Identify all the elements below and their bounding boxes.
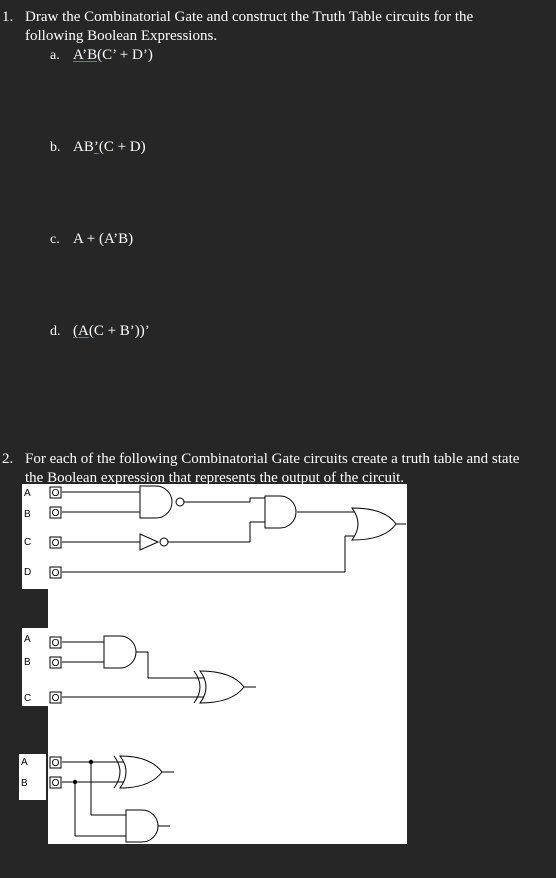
q1a-expression-head: A’B	[73, 47, 98, 63]
input-marker	[50, 657, 61, 669]
input-marker	[50, 487, 61, 499]
c2-label-b: B	[24, 657, 31, 668]
input-marker	[50, 507, 61, 519]
c1-label-a: A	[24, 488, 31, 499]
input-marker	[50, 692, 61, 704]
svg-text:O: O	[51, 658, 60, 669]
svg-text:O: O	[51, 508, 60, 519]
and-gate-4	[126, 810, 158, 842]
junction-dot-a	[89, 760, 93, 764]
q2-text-line1: For each of the following Combinatorial Gate circuits create a truth table and state	[25, 451, 520, 467]
q1c-letter: c.	[50, 232, 60, 247]
svg-text:O: O	[51, 638, 60, 649]
input-marker	[50, 637, 61, 649]
and-gate-3	[104, 636, 136, 668]
svg-text:O: O	[51, 693, 60, 704]
junction-dot-b	[73, 780, 77, 784]
svg-text:O: O	[51, 758, 60, 769]
q2-text-line2: the Boolean expression that represents the output of the circuit.	[25, 470, 405, 486]
input-marker	[50, 777, 61, 789]
q1-number: 1.	[2, 9, 14, 25]
c1-label-b: B	[24, 509, 31, 520]
inverter-bubble	[176, 498, 184, 506]
q1b-expression-mid: ’	[93, 139, 99, 155]
q1b-letter: b.	[50, 140, 61, 155]
q1d-expression-head: (A	[73, 323, 89, 339]
q1d-expression-tail: (C + B’))’	[88, 323, 150, 339]
svg-text:O: O	[51, 778, 60, 789]
c3-label-b: B	[21, 778, 28, 789]
q2-number: 2.	[2, 451, 14, 467]
c2-label-a: A	[24, 634, 31, 645]
and-gate-2	[265, 496, 296, 528]
q1-text-line2: following Boolean Expressions.	[25, 28, 218, 44]
q1d-letter: d.	[50, 324, 61, 339]
c2-label-c: C	[24, 693, 32, 704]
q1c-expression: A + (A’B)	[73, 231, 134, 247]
c3-label-a: A	[21, 757, 28, 768]
and-gate-1	[140, 486, 172, 518]
svg-text:O: O	[51, 568, 60, 579]
q1b-expression-head: AB	[73, 139, 94, 155]
svg-text:O: O	[51, 538, 60, 549]
svg-text:O: O	[51, 488, 60, 499]
not-gate-bubble	[160, 538, 168, 546]
q1a-letter: a.	[50, 48, 60, 63]
input-marker	[50, 567, 61, 579]
input-marker	[50, 537, 61, 549]
q1-text-line1: Draw the Combinatorial Gate and construct the Truth Table circuits for the	[25, 9, 474, 25]
c1-label-d: D	[24, 567, 32, 578]
q1a-expression-tail: (C’ + D’)	[97, 47, 153, 63]
c1-label-c: C	[24, 537, 32, 548]
input-marker	[50, 757, 61, 769]
q1b-expression-tail: (C + D)	[98, 139, 146, 155]
